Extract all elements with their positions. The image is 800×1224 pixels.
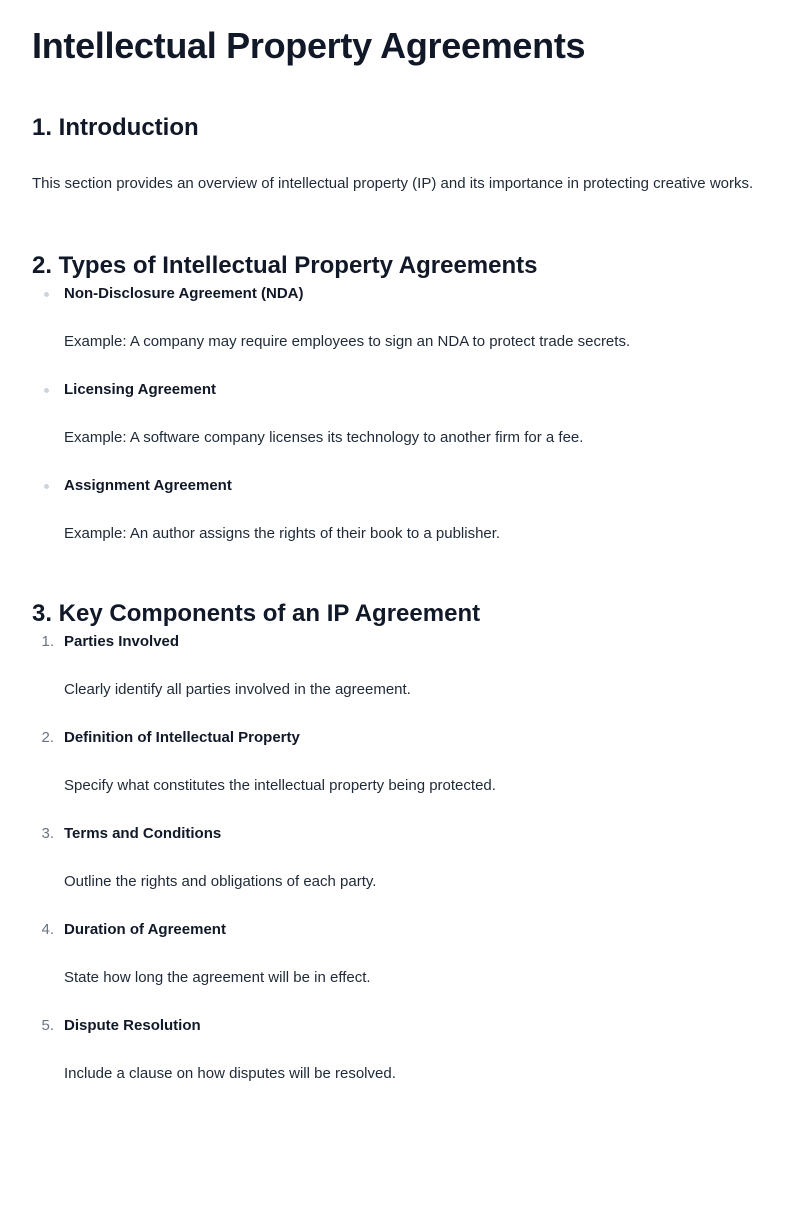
list-item <box>32 282 768 354</box>
list-item <box>32 474 768 546</box>
list-item <box>32 918 768 990</box>
document <box>0 24 800 1086</box>
item-example: Example: An author assigns the rights of their book to a publisher. <box>64 525 501 542</box>
list-item <box>32 822 768 894</box>
list-number: 5. <box>41 1017 54 1034</box>
bullet-icon <box>44 484 49 489</box>
list-number: 3. <box>41 825 54 842</box>
item-text: Clearly identify all parties involved in the agreement. <box>64 681 411 698</box>
item-title: Parties Involved <box>64 633 180 650</box>
bullet-icon <box>44 292 49 297</box>
item-text: State how long the agreement will be in effect. <box>64 969 371 986</box>
components-list <box>32 630 768 1086</box>
list-number: 4. <box>41 921 54 938</box>
list-item <box>32 1014 768 1086</box>
section-introduction <box>32 112 768 198</box>
item-title: Definition of Intellectual Property <box>64 729 300 746</box>
list-item <box>32 726 768 798</box>
item-title: Dispute Resolution <box>64 1017 201 1034</box>
item-text: Specify what constitutes the intellectual property being protected. <box>64 777 496 794</box>
section-paragraph: This section provides an overview of intellectual property (IP) and its importance in protecting creative works. <box>32 175 754 192</box>
item-title: Non-Disclosure Agreement (NDA) <box>64 285 304 302</box>
item-text: Include a clause on how disputes will be resolved. <box>64 1065 396 1082</box>
item-title: Duration of Agreement <box>64 921 226 938</box>
list-item <box>32 630 768 702</box>
types-list <box>32 282 768 546</box>
item-title: Terms and Conditions <box>64 825 222 842</box>
section-heading: 3. Key Components of an IP Agreement <box>32 600 481 627</box>
section-components <box>32 598 768 1086</box>
list-number: 1. <box>41 633 54 650</box>
item-example: Example: A company may require employees to sign an NDA to protect trade secrets. <box>64 333 631 350</box>
item-title: Licensing Agreement <box>64 381 216 398</box>
item-title: Assignment Agreement <box>64 477 232 494</box>
list-item <box>32 378 768 450</box>
bullet-icon <box>44 388 49 393</box>
section-heading: 1. Introduction <box>32 114 199 141</box>
section-types <box>32 250 768 546</box>
list-number: 2. <box>41 729 54 746</box>
page-title: Intellectual Property Agreements <box>32 25 586 66</box>
item-example: Example: A software company licenses its technology to another firm for a fee. <box>64 429 584 446</box>
item-text: Outline the rights and obligations of each party. <box>64 873 377 890</box>
section-heading: 2. Types of Intellectual Property Agreements <box>32 252 538 279</box>
